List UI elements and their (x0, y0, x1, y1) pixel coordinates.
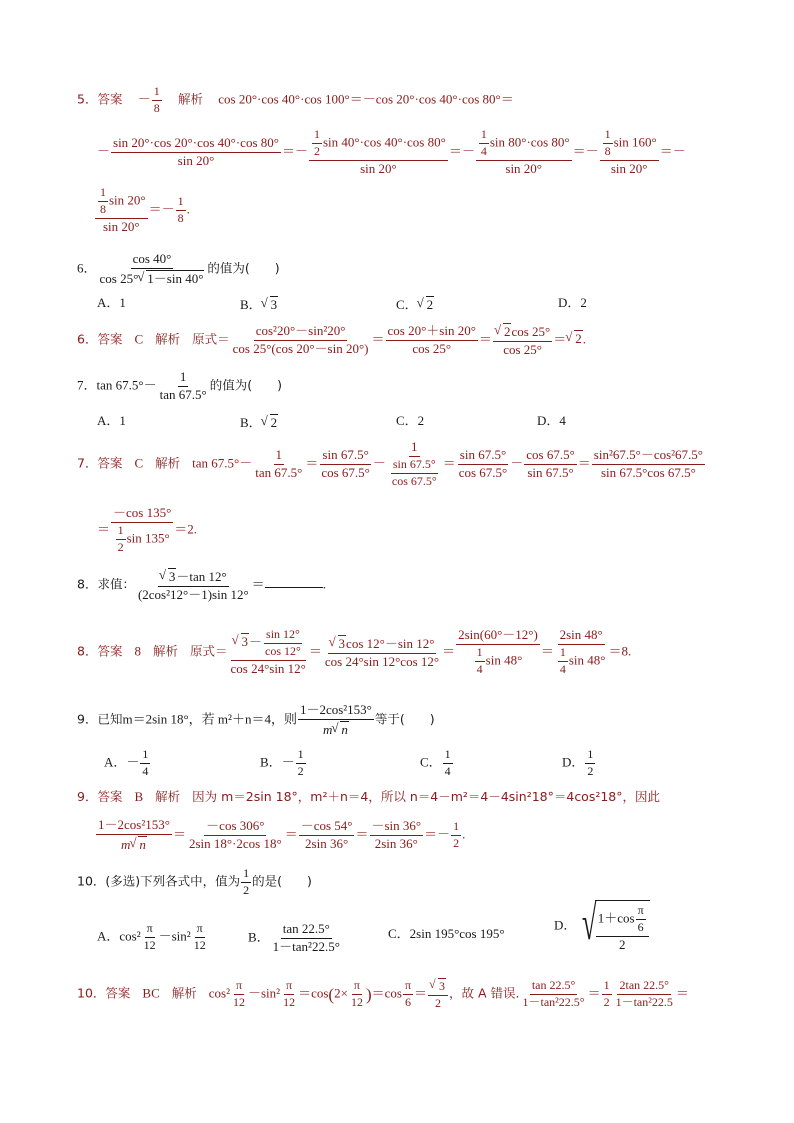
q7-option-d[interactable]: D．4 (537, 413, 566, 428)
q7-option-a[interactable]: A．1 (97, 413, 126, 428)
q6-option-d[interactable]: D．2 (558, 295, 587, 310)
q5-frac3: $\frac{1}{4}$ sin 80°·cos 80° sin 20° (476, 128, 572, 177)
q10-question: 10．(多选)下列各式中，值为 $\frac{1}{2}$ 的是( ) (77, 866, 312, 897)
q5-answer-line1: 5．答案 － $\frac{1}{8}$ 解析 cos 20°·cos 40°·cos 100°＝－cos 20°·cos 40°·cos 80°＝ (77, 84, 514, 115)
q5-frac1: $\frac{\sin 20^\circ\cdot\cos 20^\circ\cdot\cos 40^\circ\cdot\cos 80^\circ}{\sin 20^\circ}$ (113, 134, 279, 168)
q7-answer-line2: ＝ －cos 135° $\frac{1}{2}$ sin 135° ＝2. (97, 505, 198, 554)
q5-frac5: $\frac{1}{8}$ sin 20° sin 20° (95, 186, 148, 235)
q6-answer: 6．答案 C 解析 原式＝ $\frac{\text{cos²20°－sin²20°}}{\cos 25^\circ(\cos 20^\circ-\sin 20^\circ)}$ ＝ $\frac{\cos 20^\circ+\sin 20^\circ}{\cos 25^\circ}$ ＝ √ $\frac{2\cos 25^\circ}{\cos 25^\circ}$ ＝√ 2. (77, 323, 586, 358)
q10-option-c[interactable]: C．2sin 195°cos 195° (388, 926, 505, 941)
q9-option-b[interactable]: B．－ $\frac{1}{2}$ (260, 747, 304, 778)
q9-answer-line2: $\frac{\text{1－2cos²153°}}{m√ n}$ ＝ $\frac{-\cos 306^\circ}{2\sin 18^\circ\cdot 2\cos 18^\circ}$ ＝ $\frac{-\cos 54^\circ}{2\sin 36^\circ}$ ＝ $\frac{-\sin 36^\circ}{2\sin 36^\circ}$ ＝－ $\frac{1}{2}$ . (95, 818, 465, 853)
q7-option-b[interactable]: B．√ 2 (240, 414, 278, 431)
q6-option-b[interactable]: B．√ 3 (240, 296, 278, 313)
q10-option-a[interactable]: A．cos² $\frac{\pi}{12}$ －sin² $\frac{\pi}{12}$ (97, 921, 206, 952)
q6-question: 6． $\frac{\cos 40^\circ}{\cos 25^\circ√ 1-\sin 40^\circ}$ 的值为( ) (77, 252, 280, 287)
q5-answer-label: 5．答案 (77, 91, 123, 107)
q9-answer: 9．答案 B 解析 因为 m＝2sin 18°，m²＋n＝4，所以 n＝4－m²＝4－4sin²18°＝4cos²18°，因此 (77, 789, 661, 804)
q10-answer: 10．答案 BC 解析 cos² $\frac{\pi}{12}$ －sin² $\frac{\pi}{12}$ ＝cos(2× $\frac{\pi}{12}$ )＝cos $\frac{\pi}{6}$ ＝ √ $\frac{3}{2}$ ，故 A 错误. $\frac{\tan 22.5^\circ}{\text{1－tan²22.5°}}$ ＝ $\frac{1}{2}$ $\frac{2\tan 22.5^\circ}{\text{1－tan²22.5}}$ ＝ (77, 978, 689, 1011)
q10-option-b[interactable]: B． $\frac{\tan 22.5^\circ}{\text{1－tan²22.5°}}$ (248, 921, 340, 954)
q5-frac4: $\frac{1}{8}$ sin 160° sin 20° (600, 128, 659, 177)
q5-jiexi: 解析 (177, 91, 203, 107)
q9-option-c[interactable]: C． $\frac{1}{4}$ (420, 747, 451, 778)
q9-question: 9．已知m＝2sin 18°，若 m²＋n＝4，则 $\frac{\text{1－2cos²153°}}{m√ n}$ 等于( ) (77, 703, 435, 738)
q9-option-d[interactable]: D． $\frac{1}{2}$ (562, 747, 594, 778)
q8-question: 8．求值： √ $\frac{3-\tan 12^\circ}{\text{(2cos²12°－1)sin 12°}}$ ＝ . (77, 568, 326, 603)
q8-answer-blank[interactable] (265, 577, 323, 588)
q9-option-a[interactable]: A．－ $\frac{1}{4}$ (104, 747, 149, 778)
q5-answer-line3: $\frac{1}{8}$ sin 20° sin 20° ＝－ $\frac{1}{8}$ . (94, 186, 190, 235)
q7-question: 7．tan 67.5°－ $\frac{1}{\tan 67.5^\circ}$ 的值为( ) (77, 369, 282, 402)
q5-step-line1: cos 20°·cos 40°·cos 100°＝－cos 20°·cos 40°·cos 80°＝ (218, 91, 514, 107)
q8-answer: 8．答案 8 解析 原式＝ √ 3－ $\frac{\sin 12^\circ}{\cos 12^\circ}$ cos 24°sin 12° ＝ √ $\frac{3\cos 12^\circ-\sin 12^\circ}{\cos 24^\circ\sin 12^\circ\cos 12^\circ}$ ＝ 2sin(60°－12°) $\frac{1}{4}$ sin 48° ＝ 2sin 48° $\frac{1}{4}$ sin 48° ＝8. (77, 628, 631, 677)
q10-option-d[interactable]: D． √ 1＋cos $\frac{\pi}{6}$ 2 (554, 900, 650, 953)
q7-answer: 7．答案 C 解析 tan 67.5°－ $\frac{1}{\tan 67.5^\circ}$ ＝ $\frac{\sin 67.5^\circ}{\cos 67.5^\circ}$ － $\frac{1}{\frac{\sin 67.5^\circ}{\cos 67.5^\circ}}$ ＝ $\frac{\sin 67.5^\circ}{\cos 67.5^\circ}$ － $\frac{\cos 67.5^\circ}{\sin 67.5^\circ}$ ＝ $\frac{\text{sin²67.5°－cos²67.5°}}{\sin 67.5^\circ\cos 67.5^\circ}$ (77, 439, 703, 488)
q5-frac2: $\frac{1}{2}$ sin 40°·cos 40°·cos 80° sin 20° (309, 128, 448, 177)
q5-answer-value: $\frac{1}{8}$ (153, 84, 160, 115)
q6-frac: $\frac{\cos 40^\circ}{\cos 25^\circ√ 1-\sin 40^\circ}$ (98, 252, 207, 287)
q5-answer-line2: － $\frac{\sin 20^\circ\cdot\cos 20^\circ\cdot\cos 40^\circ\cdot\cos 80^\circ}{\sin 20^\circ}$ ＝－ $\frac{1}{2}$ sin 40°·cos 40°·cos 80° sin 20° ＝－ $\frac{1}{4}$ sin 80°·cos 80° sin 20° ＝－ $\frac{1}{8}$ sin 160° sin 20° ＝－ (97, 127, 686, 176)
q6-option-c[interactable]: C．√ 2 (396, 296, 434, 313)
q6-option-a[interactable]: A．1 (97, 295, 126, 310)
q7-option-c[interactable]: C．2 (396, 413, 425, 428)
